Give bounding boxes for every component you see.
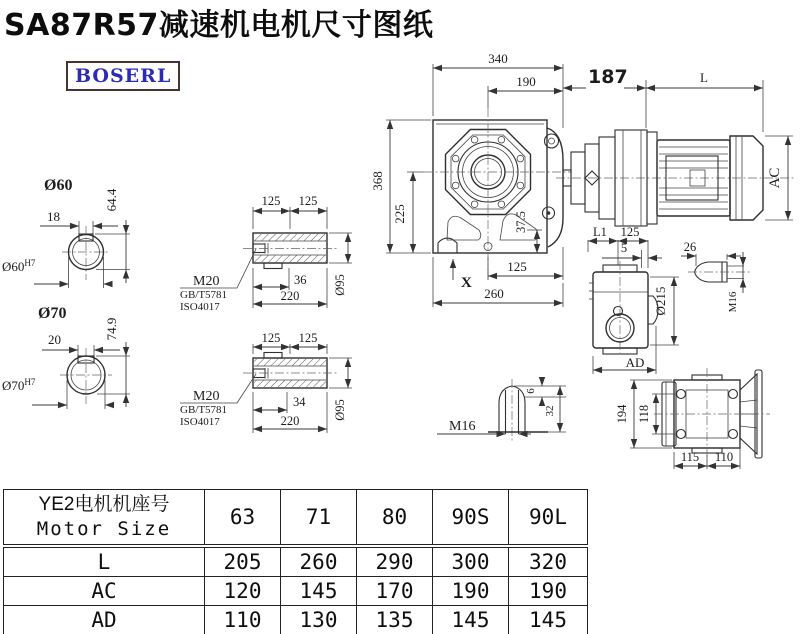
dim-6: 6 [525, 388, 537, 394]
dim-34: 34 [293, 395, 306, 409]
cell: 145 [433, 606, 509, 634]
dim-125-base: 125 [507, 259, 527, 274]
bell-housing-edge [547, 128, 563, 247]
view-plug-side [681, 240, 752, 312]
standard-iso: ISO4017 [180, 301, 220, 313]
dim-dia70-label: Ø70 [38, 305, 67, 322]
dim-key-height-60: 64.4 [104, 188, 119, 212]
dim-5: 5 [620, 241, 628, 255]
cell: 170 [357, 577, 433, 606]
cell: 130 [281, 606, 357, 634]
cell: 110 [205, 606, 281, 634]
column-header: 90S [433, 490, 509, 547]
view-gearbox-front [370, 51, 572, 307]
dim-L1: L1 [593, 225, 607, 239]
standard-gb: GB/T5781 [180, 404, 228, 416]
row-label: AC [4, 577, 205, 606]
standard-iso: ISO4017 [180, 416, 220, 428]
cell: 135 [357, 606, 433, 634]
dim-220: 220 [280, 414, 300, 428]
dim-36: 36 [294, 273, 307, 287]
column-header: 71 [281, 490, 357, 547]
motor-size-table [3, 489, 588, 634]
dim-340: 340 [488, 51, 508, 66]
column-header: 80 [357, 490, 433, 547]
dim-118: 118 [637, 404, 651, 424]
view-shaft-70 [2, 305, 130, 409]
cell: 290 [357, 546, 433, 577]
key [264, 353, 282, 359]
cell: 300 [433, 546, 509, 577]
view-motor-side [556, 66, 795, 226]
table-row-AD [4, 606, 588, 634]
bolt-hole [677, 390, 686, 399]
axis-mark-x: X [461, 275, 472, 291]
header-en: Motor Size [36, 518, 172, 540]
dim-115: 115 [680, 450, 700, 464]
dim-32: 32 [544, 405, 556, 417]
view-gearbox-side [588, 225, 679, 374]
cell: 190 [433, 577, 509, 606]
dim-dia60-label: Ø60 [44, 177, 73, 194]
bolt-hole [677, 430, 686, 439]
column-header: 63 [205, 490, 281, 547]
dim-125-b: 125 [298, 331, 318, 345]
table-header-motor-size [4, 490, 205, 547]
dim-key-width-70: 20 [48, 332, 61, 347]
dim-bore-60: $Ø60^{H7}$ [2, 258, 36, 274]
dim-260: 260 [484, 286, 504, 301]
bolt-size-label: M20 [193, 274, 220, 289]
dim-AD: AD [625, 355, 645, 370]
brand-logo: BOSERL [66, 61, 180, 91]
dim-225: 225 [392, 204, 407, 224]
cell: 190 [509, 577, 588, 606]
dim-key-width-60: 18 [47, 209, 60, 224]
dim-220: 220 [280, 289, 300, 303]
key [264, 263, 282, 269]
side-housing [593, 272, 648, 348]
page-title: SA87R57减速机电机尺寸图纸 [4, 8, 434, 43]
dim-dia95: Ø95 [333, 274, 347, 296]
dim-187: 187 [588, 66, 628, 88]
dim-125-a: 125 [261, 194, 281, 208]
dim-AC: AC [767, 167, 783, 189]
dim-M16: M16 [449, 419, 476, 434]
column-header: 90L [509, 490, 588, 547]
view-hollow-shaft-bottom [180, 331, 352, 433]
cell: 145 [509, 606, 588, 634]
view-plug-bottom [437, 378, 566, 441]
bolt-size-label: M20 [193, 389, 220, 404]
view-shaft-60 [2, 177, 130, 288]
table-header-row [4, 490, 588, 547]
dim-194: 194 [615, 404, 629, 424]
dim-125: 125 [620, 225, 640, 239]
dim-125-b: 125 [298, 194, 318, 208]
standard-gb: GB/T5781 [180, 289, 228, 301]
cell: 145 [281, 577, 357, 606]
dim-M16: M16 [727, 291, 739, 313]
row-label: L [4, 546, 205, 577]
bolt-hole [729, 390, 738, 399]
dim-dia95: Ø95 [333, 399, 347, 421]
cell: 205 [205, 546, 281, 577]
dim-125-a: 125 [261, 331, 281, 345]
dim-bore-70: $Ø70^{H7}$ [2, 377, 36, 393]
dim-110: 110 [714, 450, 734, 464]
dim-26: 26 [683, 240, 697, 254]
dim-dia215: Ø215 [653, 286, 668, 316]
dim-37-5: 37.5 [514, 211, 528, 233]
view-hollow-shaft-top [180, 194, 352, 313]
table-row-AC [4, 577, 588, 606]
cell: 260 [281, 546, 357, 577]
dim-190: 190 [516, 74, 536, 89]
bolt-hole [729, 430, 738, 439]
view-mount-top [615, 368, 770, 469]
dim-L: L [700, 70, 708, 85]
cell: 320 [509, 546, 588, 577]
cell: 120 [205, 577, 281, 606]
dim-key-height-70: 74.9 [104, 317, 119, 341]
dim-368: 368 [370, 171, 385, 191]
table-row-L [4, 546, 588, 577]
header-cn: YE2电机机座号 [38, 494, 170, 515]
row-label: AD [4, 606, 205, 634]
